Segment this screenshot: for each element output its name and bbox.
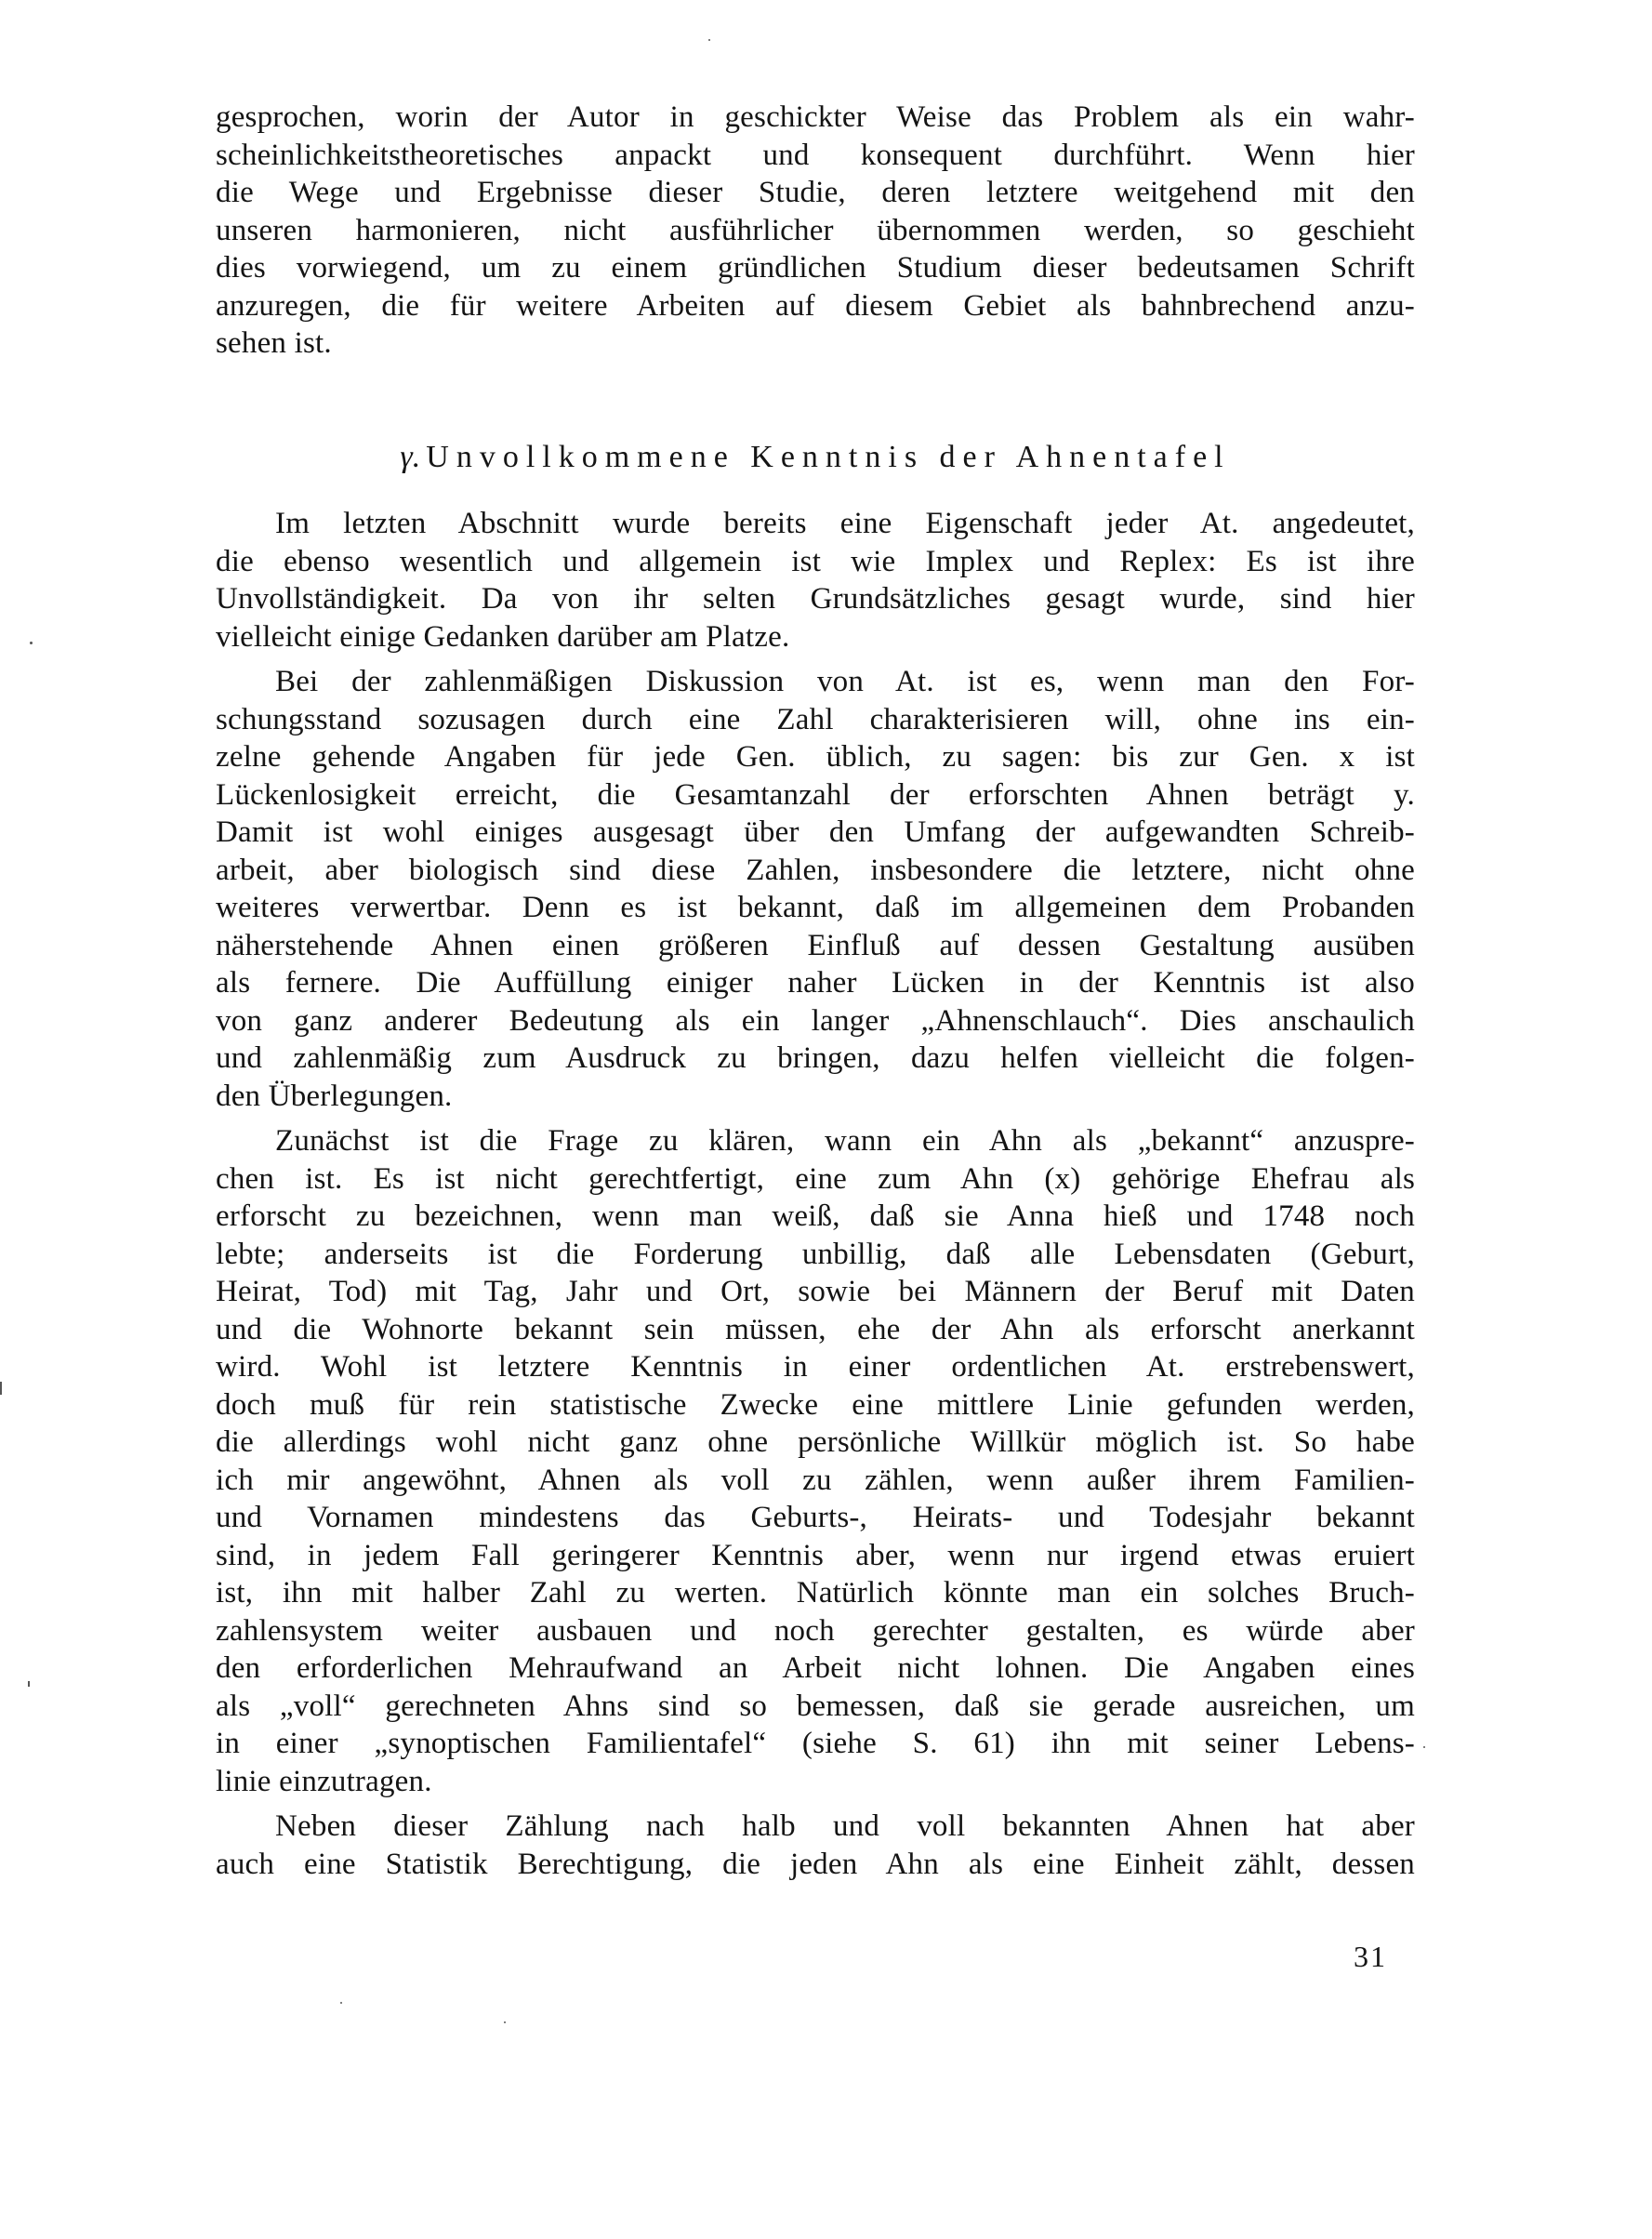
text-line: zelne gehende Angaben für jede Gen. üblich, zu sagen: bis zur Gen. x ist (216, 740, 1415, 774)
scan-speck (0, 1382, 2, 1395)
text-line: vielleicht einige Gedanken darüber am Platze. (216, 619, 790, 654)
text-line: weiteres verwertbar. Denn es ist bekannt, daß im allgemeinen dem Probanden (216, 891, 1415, 924)
text-line: lebte; anderseits ist die Forderung unbillig, daß alle Lebensdaten (Geburt, (216, 1237, 1415, 1271)
text-line: Bei der zahlenmäßigen Diskussion von At. ist es, wenn man den For- (275, 665, 1415, 698)
text-line: näherstehende Ahnen einen größeren Einfluß auf dessen Gestaltung ausüben (216, 928, 1415, 962)
text-line: und Vornamen mindestens das Geburts-, Heirats- und Todesjahr bekannt (216, 1501, 1415, 1534)
text-line: Unvollständigkeit. Da von ihr selten Grundsätzliches gesagt wurde, sind hier (216, 582, 1415, 616)
page-number: 31 (1354, 1940, 1387, 1973)
text-line: die ebenso wesentlich und allgemein ist wie Implex und Replex: Es ist ihre (216, 544, 1415, 578)
text-line: anzuregen, die für weitere Arbeiten auf diesem Gebiet als bahnbrechend anzu- (216, 288, 1415, 323)
paragraph-gap (216, 1800, 1415, 1808)
paragraph-gap (216, 656, 1415, 663)
text-line: sind, in jedem Fall geringerer Kenntnis aber, wenn nur irgend etwas eruiert (216, 1538, 1415, 1572)
text-line: scheinlichkeitstheoretisches anpackt und konsequent durchführt. Wenn hier (216, 138, 1415, 172)
text-line: Neben dieser Zählung nach halb und voll bekannten Ahnen hat aber (275, 1809, 1415, 1843)
scan-speck (340, 2002, 342, 2004)
text-line: Zunächst ist die Frage zu klären, wann ein Ahn als „bekannt“ anzuspre- (275, 1124, 1415, 1158)
text-line: wird. Wohl ist letztere Kenntnis in einer ordentlichen At. erstrebenswert, (216, 1350, 1415, 1384)
section-prefix: γ. (400, 440, 421, 474)
scan-speck (708, 39, 710, 41)
text-line: ist, ihn mit halber Zahl zu werten. Natürlich könnte man ein solches Bruch- (216, 1576, 1415, 1610)
text-line: Heirat, Tod) mit Tag, Jahr und Ort, sowie bei Männern der Beruf mit Daten (216, 1275, 1415, 1308)
text-line: die Wege und Ergebnisse dieser Studie, deren letztere weitgehend mit den (216, 176, 1415, 209)
scan-speck (30, 642, 33, 644)
text-line: arbeit, aber biologisch sind diese Zahlen, insbesondere die letztere, nicht ohne (216, 853, 1415, 887)
continuation-paragraph (216, 99, 1415, 363)
scan-speck (504, 2021, 506, 2023)
text-line: erforscht zu bezeichnen, wenn man weiß, daß sie Anna hieß und 1748 noch (216, 1199, 1415, 1233)
paragraph (216, 663, 1415, 1115)
text-line: als „voll“ gerechneten Ahns sind so bemessen, daß sie gerade ausreichen, um (216, 1689, 1415, 1723)
text-line: ich mir angewöhnt, Ahnen als voll zu zählen, wenn außer ihrem Familien- (216, 1463, 1415, 1497)
text-line: als fernere. Die Auffüllung einiger naher Lücken in der Kenntnis ist also (216, 966, 1415, 1000)
section-title: Unvollkommene Kenntnis der Ahnentafel (426, 440, 1231, 474)
text-line: auch eine Statistik Berechtigung, die jeden Ahn als eine Einheit zählt, dessen (216, 1847, 1415, 1881)
text-line: den erforderlichen Mehraufwand an Arbeit nicht lohnen. Die Angaben eines (216, 1651, 1415, 1685)
text-line: Lückenlosigkeit erreicht, die Gesamtanzahl der erforschten Ahnen beträgt y. (216, 777, 1415, 812)
text-line: chen ist. Es ist nicht gerechtfertigt, eine zum Ahn (x) gehörige Ehefrau als (216, 1161, 1415, 1196)
text-line: zahlensystem weiter ausbauen und noch gerechter gestalten, es würde aber (216, 1613, 1415, 1648)
paragraph (216, 1122, 1415, 1800)
text-line: den Überlegungen. (216, 1079, 453, 1113)
text-line: gesprochen, worin der Autor in geschickter Weise das Problem als ein wahr- (216, 100, 1415, 134)
section-heading (216, 437, 1415, 478)
paragraph (216, 1808, 1415, 1883)
text-line: Im letzten Abschnitt wurde bereits eine Eigenschaft jeder At. angedeutet, (275, 507, 1415, 540)
text-line: und zahlenmäßig zum Ausdruck zu bringen, dazu helfen vielleicht die folgen- (216, 1041, 1415, 1075)
text-line: in einer „synoptischen Familientafel“ (siehe S. 61) ihn mit seiner Lebens- (216, 1727, 1415, 1760)
text-line: Damit ist wohl einiges ausgesagt über den Umfang der aufgewandten Schreib- (216, 815, 1415, 849)
text-line: von ganz anderer Bedeutung als ein langer „Ahnenschlauch“. Dies anschaulich (216, 1003, 1415, 1038)
text-line: und die Wohnorte bekannt sein müssen, ehe der Ahn als erforscht anerkannt (216, 1312, 1415, 1346)
scan-speck (28, 1681, 30, 1687)
body-text (216, 505, 1415, 1883)
text-line: dies vorwiegend, um zu einem gründlichen Studium dieser bedeutsamen Schrift (216, 251, 1415, 285)
paragraph (216, 505, 1415, 656)
paragraph-gap (216, 1115, 1415, 1122)
text-line: schungsstand sozusagen durch eine Zahl charakterisieren will, ohne ins ein- (216, 702, 1415, 736)
text-line: unseren harmonieren, nicht ausführlicher übernommen werden, so geschieht (216, 213, 1415, 247)
text-line: sehen ist. (216, 326, 332, 360)
text-line: doch muß für rein statistische Zwecke eine mittlere Linie gefunden werden, (216, 1387, 1415, 1422)
scan-speck (1423, 1746, 1425, 1748)
text-line: linie einzutragen. (216, 1764, 432, 1798)
text-line: die allerdings wohl nicht ganz ohne persönliche Willkür möglich ist. So habe (216, 1425, 1415, 1459)
